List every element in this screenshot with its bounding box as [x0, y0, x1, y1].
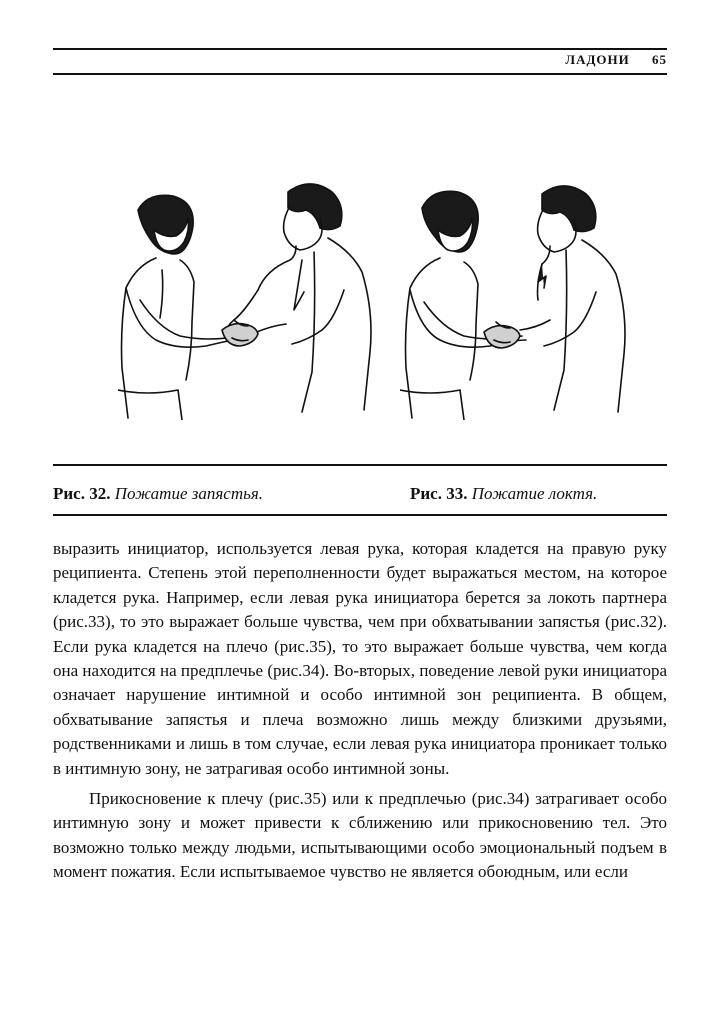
page-number: 65 [652, 52, 667, 67]
figure-33-title: Пожатие локтя. [471, 484, 598, 503]
paragraph-1: выразить инициатор, используется левая рука, которая кладется на правую руку реципиента. Степень этой переполненности будет выражаться местом, на которое кладется рука. Например, если левая рука инициатора берется за локоть партнера (рис.33), то это выражает больше чувства, чем при обхватывании запястья (рис.32). Если рука кладется на плечо (рис.35), то это выражает больше чувства, чем когда она находится на предплечье (рис.34). Во-вторых, поведение левой руки инициатора означает нарушение интимной и особо интимной зон реципиента. В общем, обхватывание запястья и плеча возможно лишь между близкими друзьями, родственниками и лишь в том случае, если левая рука инициатора проникает только в интимную зону, не затрагивая особо интимной зоны. [53, 539, 667, 778]
caption-rule-bottom [53, 514, 667, 516]
figure-33-number: Рис. 33. [410, 484, 468, 503]
figure-32-number: Рис. 32. [53, 484, 111, 503]
chapter-title: ЛАДОНИ [565, 52, 630, 67]
paragraph-2: Прикосновение к плечу (рис.35) или к предплечью (рис.34) затрагивает особо интимную зону и может привести к сближению или прикосновению тел. Это возможно только между людьми, испытывающими особо эмоциональный подъем в момент пожатия. Если испытываемое чувство не является обоюдным, или если [53, 789, 667, 882]
body-text [53, 537, 667, 885]
caption-rule-top [53, 464, 667, 466]
figure-32-illustration [118, 180, 378, 420]
figure-32-title: Пожатие запястья. [114, 484, 263, 503]
header-rule-bottom [53, 73, 667, 75]
figure-32-caption [53, 484, 263, 504]
header-rule-top [53, 48, 667, 50]
figure-33-caption [410, 484, 597, 504]
figure-33-illustration [400, 180, 660, 420]
running-header [565, 52, 667, 68]
